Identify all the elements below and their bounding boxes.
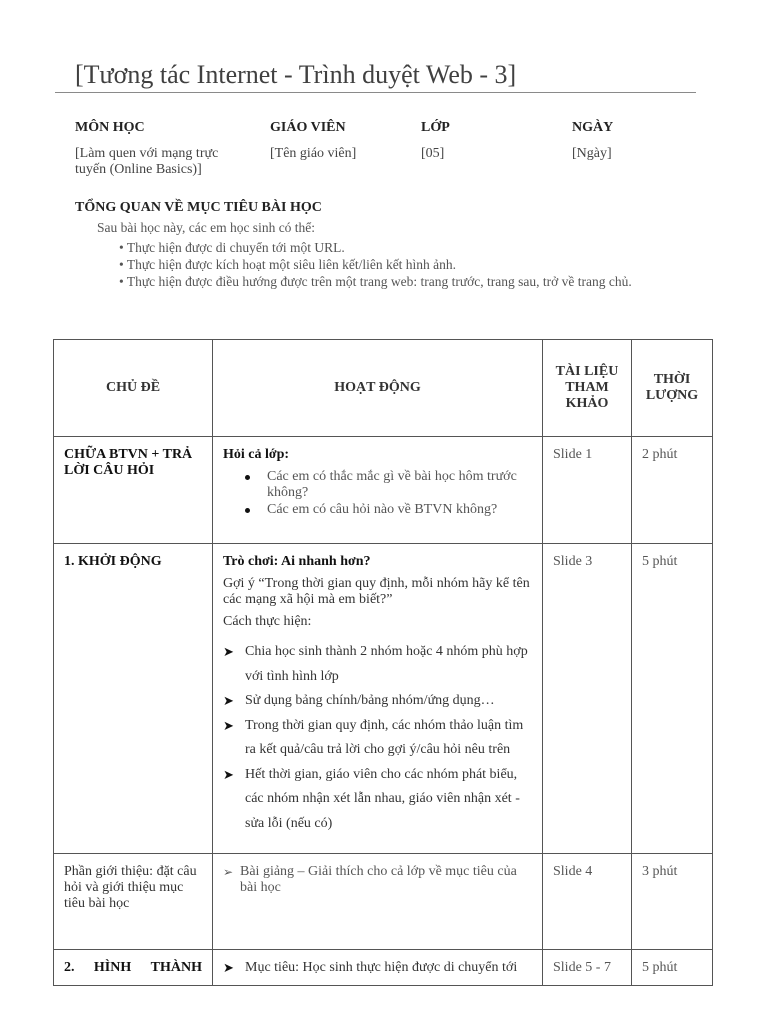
meta-teacher-heading: GIÁO VIÊN [270, 120, 346, 135]
header-reference-line: THAM [565, 380, 609, 395]
activity-heading: Trò chơi: Ai nhanh hơn? [223, 554, 371, 569]
header-activity: HOẠT ĐỘNG [213, 340, 543, 437]
lesson-plan-table [53, 339, 713, 986]
table-header-row [54, 340, 713, 437]
objective-item: • Thực hiện được điều hướng được trên một trang web: trang trước, trang sau, trở về trang chủ. [119, 274, 632, 289]
activity-bullet-item [267, 469, 532, 501]
arrow-bullet-icon: ➤ [223, 717, 234, 733]
row-activity [213, 437, 543, 544]
row-topic-word: HÌNH [93, 960, 132, 975]
arrow-bullet-icon: ➤ [223, 644, 234, 659]
bullet-dot-icon [245, 475, 250, 480]
row-duration: 5 phút [632, 950, 713, 986]
table-row [54, 854, 713, 950]
activity-bullets [223, 469, 532, 518]
row-reference: Slide 4 [543, 854, 632, 950]
row-duration: 3 phút [632, 854, 713, 950]
header-duration-line: THỜI [653, 372, 691, 387]
activity-step [223, 960, 532, 976]
meta-class-heading: LỚP [421, 120, 450, 135]
activity-step [223, 714, 532, 763]
row-activity [213, 950, 543, 986]
row-topic-text: Phần giới thiệu: đặt câu hỏi và giới thiệu mục tiêu bài học [64, 864, 197, 911]
row-activity [213, 544, 543, 854]
row-activity [213, 854, 543, 950]
row-duration: 2 phút [632, 437, 713, 544]
meta-class-value: [05] [421, 146, 445, 161]
row-topic [54, 950, 213, 986]
row-reference: Slide 3 [543, 544, 632, 854]
row-topic-text: 1. KHỞI ĐỘNG [64, 554, 162, 569]
header-reference-line: KHẢO [565, 396, 609, 411]
meta-teacher [270, 120, 410, 162]
activity-step [223, 763, 532, 837]
objective-item: • Thực hiện được kích hoạt một siêu liên kết/liên kết hình ảnh. [119, 257, 457, 272]
activity-bullet-text: Các em có câu hỏi nào về BTVN không? [267, 502, 498, 517]
activity-bullet-text: Các em có thắc mắc gì về bài học hôm trước không? [267, 469, 517, 500]
meta-teacher-value: [Tên giáo viên] [270, 146, 357, 161]
row-duration: 5 phút [632, 544, 713, 854]
document-title: [Tương tác Internet - Trình duyệt Web - 3] [75, 60, 517, 89]
row-topic [54, 437, 213, 544]
table-row [54, 544, 713, 854]
meta-date [572, 120, 692, 162]
header-topic: CHỦ ĐỀ [54, 340, 213, 437]
meta-date-value: [Ngày] [572, 146, 612, 161]
activity-step-text: Hết thời gian, giáo viên cho các nhóm phát biểu, các nhóm nhận xét lẫn nhau, giáo viên nhận xét - sửa lỗi (nếu có) [245, 766, 520, 831]
row-topic [54, 544, 213, 854]
meta-class [421, 120, 541, 162]
objectives-heading: TỔNG QUAN VỀ MỤC TIÊU BÀI HỌC [75, 200, 322, 215]
row-reference: Slide 5 - 7 [543, 950, 632, 986]
header-reference-line: TÀI LIỆU [555, 364, 619, 379]
title-divider [55, 92, 696, 93]
activity-bullet-item [267, 502, 532, 518]
header-duration [632, 340, 713, 437]
row-reference: Slide 1 [543, 437, 632, 544]
row-topic-text: CHỮA BTVN + TRẢ LỜI CÂU HỎI [64, 447, 193, 478]
objectives-intro: Sau bài học này, các em học sinh có thể: [97, 220, 316, 235]
row-topic [54, 854, 213, 950]
activity-prompt: Gợi ý “Trong thời gian quy định, mỗi nhóm hãy kể tên các mạng xã hội mà em biết?” [223, 576, 530, 607]
bullet-dot-icon [245, 508, 250, 513]
activity-step [223, 864, 532, 896]
arrow-bullet-icon: ➤ [223, 693, 234, 708]
activity-step-text: Chia học sinh thành 2 nhóm hoặc 4 nhóm phù hợp với tình hình lớp [245, 644, 528, 684]
meta-subject-value: [Làm quen với mạng trực tuyến (Online Basics)] [75, 146, 219, 177]
row-topic-text [64, 960, 202, 976]
objective-item: • Thực hiện được di chuyển tới một URL. [119, 240, 345, 255]
activity-step-text: Sử dụng bảng chính/bảng nhóm/ứng dụng… [245, 693, 495, 708]
arrow-bullet-icon: ➢ [223, 865, 234, 879]
objectives-list [119, 239, 632, 290]
activity-method-label: Cách thực hiện: [223, 614, 312, 629]
header-duration-line: LƯỢNG [645, 388, 699, 403]
arrow-bullet-icon: ➤ [223, 960, 234, 975]
activity-heading: Hỏi cả lớp: [223, 447, 290, 462]
activity-step-text: Bài giảng – Giải thích cho cả lớp về mục tiêu của bài học [240, 864, 517, 895]
activity-step-text: Trong thời gian quy định, các nhóm thảo luận tìm ra kết quả/câu trả lời cho gợi ý/câu hỏi nêu trên [245, 717, 524, 757]
meta-date-heading: NGÀY [572, 120, 614, 135]
table-row [54, 437, 713, 544]
activity-step-text: Mục tiêu: Học sinh thực hiện được di chuyển tới [245, 960, 518, 975]
arrow-bullet-icon: ➤ [223, 766, 234, 782]
activity-step [223, 689, 532, 714]
row-topic-word: THÀNH [150, 960, 202, 975]
header-reference [543, 340, 632, 437]
activity-step [223, 640, 532, 689]
meta-subject-heading: MÔN HỌC [75, 120, 145, 135]
meta-subject [75, 120, 245, 178]
row-topic-word: 2. [64, 960, 75, 975]
table-row [54, 950, 713, 986]
